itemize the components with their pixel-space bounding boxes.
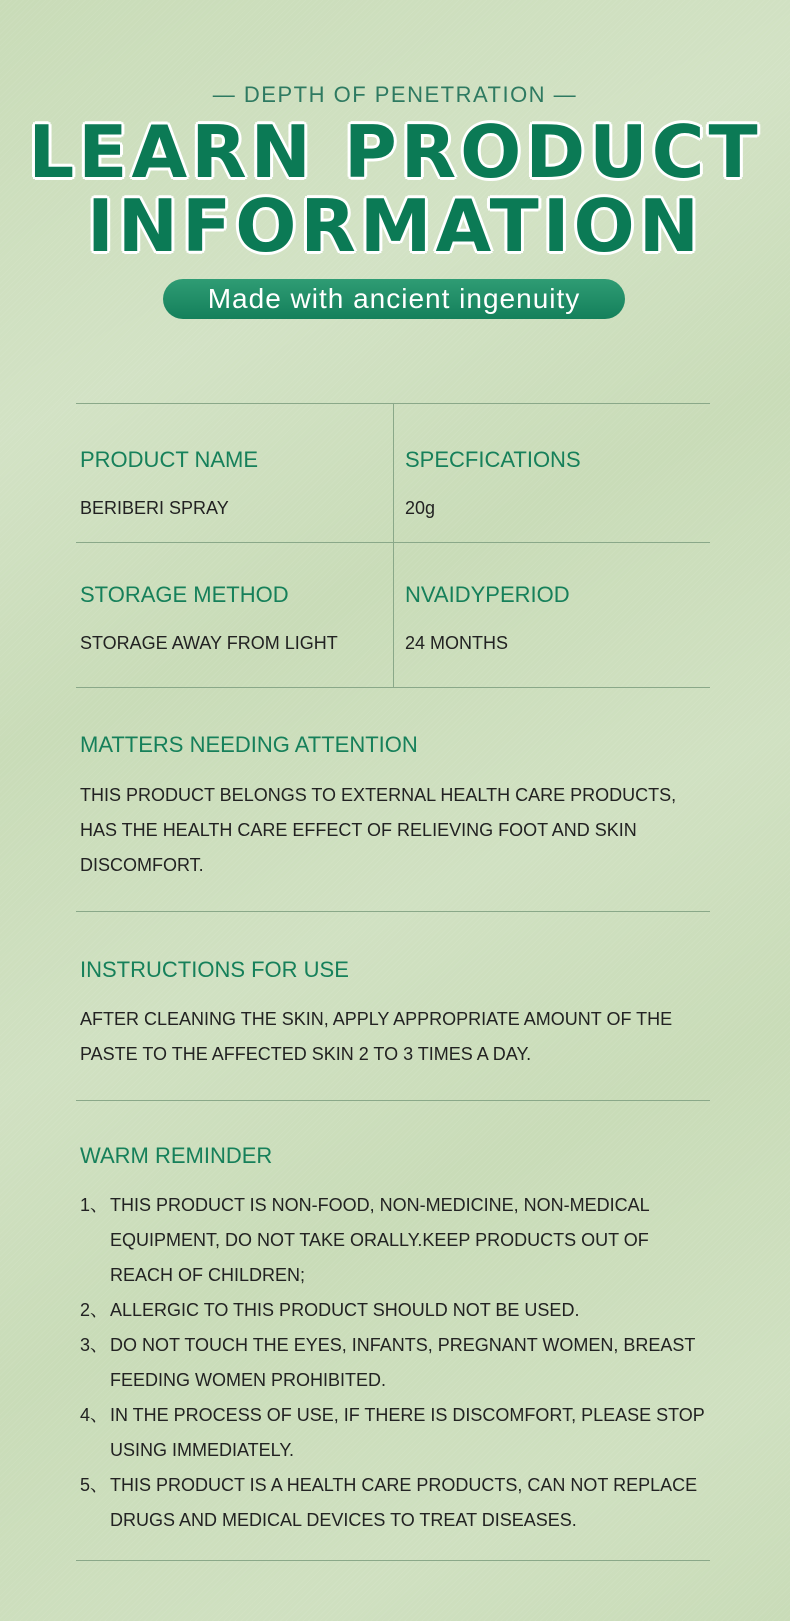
attention-line: HAS THE HEALTH CARE EFFECT OF RELIEVING FOOT AND SKIN xyxy=(80,820,637,840)
table-middle-divider xyxy=(76,542,710,543)
list-item-number: 2、 xyxy=(80,1300,109,1320)
list-item-line: THIS PRODUCT IS NON-FOOD, NON-MEDICINE, NON-MEDICAL xyxy=(110,1195,650,1215)
list-item-line: THIS PRODUCT IS A HEALTH CARE PRODUCTS, CAN NOT REPLACE xyxy=(110,1475,698,1495)
attention-line: THIS PRODUCT BELONGS TO EXTERNAL HEALTH CARE PRODUCTS, xyxy=(80,785,677,805)
specifications-value: 20g xyxy=(405,498,436,518)
list-item-line: IN THE PROCESS OF USE, IF THERE IS DISCOMFORT, PLEASE STOP xyxy=(110,1405,705,1425)
product-name-value: BERIBERI SPRAY xyxy=(80,498,229,518)
instructions-text xyxy=(80,1002,710,1072)
list-item-number: 1、 xyxy=(80,1195,109,1215)
list-item-line: USING IMMEDIATELY. xyxy=(110,1440,295,1460)
section-kicker: — DEPTH OF PENETRATION — xyxy=(212,82,578,107)
specifications-label: SPECFICATIONS xyxy=(405,447,581,472)
list-item-line: ALLERGIC TO THIS PRODUCT SHOULD NOT BE USED. xyxy=(110,1300,580,1320)
list-item-line: FEEDING WOMEN PROHIBITED. xyxy=(110,1370,387,1390)
product-name-label: PRODUCT NAME xyxy=(80,447,259,472)
instructions-line: PASTE TO THE AFFECTED SKIN 2 TO 3 TIMES A DAY. xyxy=(80,1044,532,1064)
list-item-number: 5、 xyxy=(80,1475,109,1495)
list-item-line: DO NOT TOUCH THE EYES, INFANTS, PREGNANT WOMEN, BREAST xyxy=(110,1335,696,1355)
validity-period-value: 24 MONTHS xyxy=(405,633,509,653)
list-item-line: DRUGS AND MEDICAL DEVICES TO TREAT DISEASES. xyxy=(110,1510,577,1530)
attention-line: DISCOMFORT. xyxy=(80,855,204,875)
list-item xyxy=(80,1293,720,1328)
list-item xyxy=(80,1398,720,1468)
attention-divider xyxy=(76,911,710,912)
table-column-divider xyxy=(393,403,394,687)
title-line-2: INFORMATION xyxy=(86,184,704,268)
storage-method-label: STORAGE METHOD xyxy=(80,582,289,607)
instructions-divider xyxy=(76,1100,710,1101)
instructions-heading: INSTRUCTIONS FOR USE xyxy=(80,957,349,982)
list-item-number: 3、 xyxy=(80,1335,109,1355)
list-item xyxy=(80,1188,720,1293)
validity-period-label: NVAIDYPERIOD xyxy=(405,582,570,607)
instructions-line: AFTER CLEANING THE SKIN, APPLY APPROPRIATE AMOUNT OF THE xyxy=(80,1009,673,1029)
table-bottom-divider xyxy=(76,687,710,688)
reminder-divider xyxy=(76,1560,710,1561)
list-item-line: REACH OF CHILDREN; xyxy=(110,1265,306,1285)
list-item-number: 4、 xyxy=(80,1405,109,1425)
tagline-badge: Made with ancient ingenuity xyxy=(163,279,625,319)
attention-heading: MATTERS NEEDING ATTENTION xyxy=(80,732,418,757)
list-item-line: EQUIPMENT, DO NOT TAKE ORALLY.KEEP PRODUCTS OUT OF xyxy=(110,1230,649,1250)
reminder-list xyxy=(80,1188,720,1538)
attention-text xyxy=(80,778,710,883)
list-item xyxy=(80,1468,720,1538)
title-line-1: LEARN PRODUCT xyxy=(28,110,762,194)
reminder-heading: WARM REMINDER xyxy=(80,1143,273,1168)
page-title xyxy=(0,110,790,268)
list-item xyxy=(80,1328,720,1398)
storage-method-value: STORAGE AWAY FROM LIGHT xyxy=(80,633,338,653)
